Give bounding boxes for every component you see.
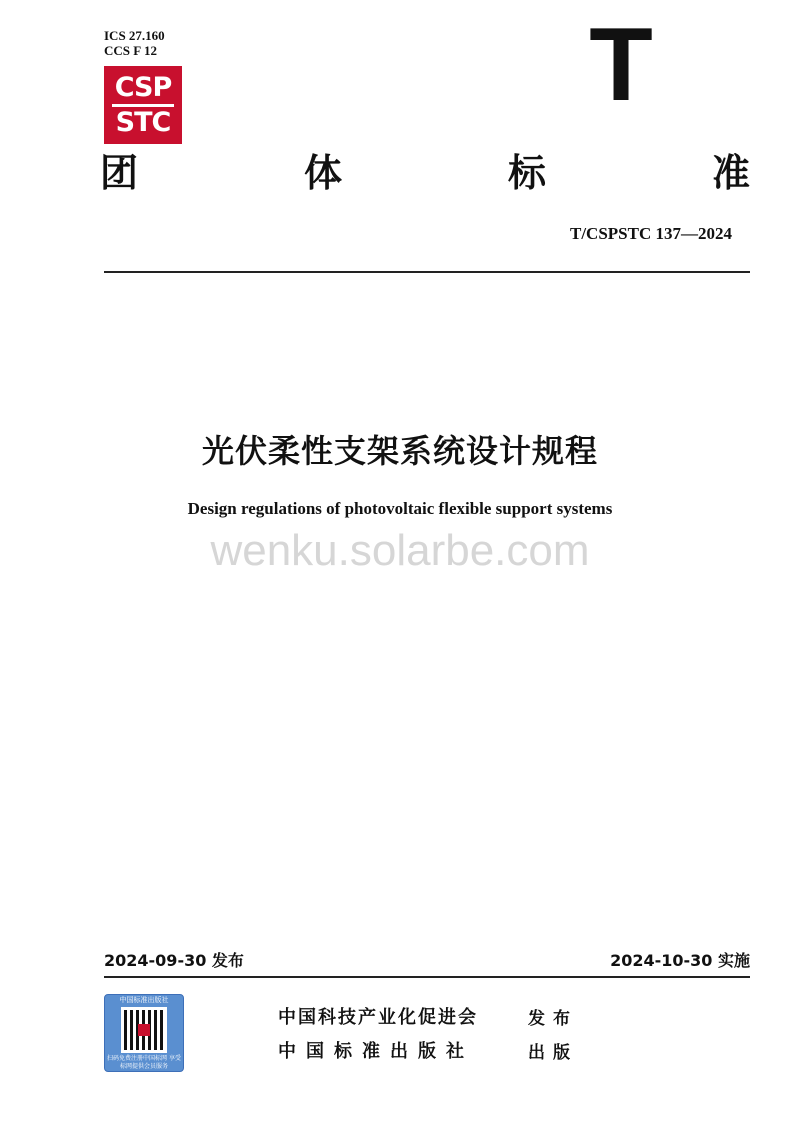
qr-code-badge[interactable] <box>104 994 184 1072</box>
logo-text-top: CSP <box>114 71 172 103</box>
standard-type-char: 体 <box>303 151 342 195</box>
logo-text-bottom: STC <box>115 106 171 138</box>
cspstc-logo <box>104 66 182 144</box>
title-english: Design regulations of photovoltaic flexible support systems <box>187 499 613 518</box>
press-action: 出版 <box>528 1043 578 1063</box>
standard-type-heading <box>100 142 750 197</box>
implementation-date: 2024-10-30 实施 <box>610 951 750 970</box>
ics-code: ICS 27.160 <box>104 28 165 43</box>
standard-type-char: 团 <box>100 151 139 195</box>
issuer-action: 发布 <box>528 1009 578 1029</box>
qr-code-icon <box>121 1007 167 1053</box>
ccs-code: CCS F 12 <box>104 43 157 58</box>
release-date: 2024-09-30 发布 <box>104 951 244 970</box>
qr-top-text: 中国标准出版社 <box>119 996 169 1004</box>
bottom-divider <box>104 976 750 978</box>
title-chinese: 光伏柔性支架系统设计规程 <box>201 432 598 470</box>
press-name: 中国标准出版社 <box>278 1041 474 1062</box>
dates-row <box>104 948 750 971</box>
standard-number: T/CSPSTC 137—2024 <box>570 224 732 243</box>
category-letter: T <box>589 7 653 123</box>
qr-bottom-text: 扫码免费注册中国标网 享受标网提供会员服务 <box>107 1055 181 1070</box>
standard-type-char: 标 <box>507 151 546 195</box>
watermark: wenku.solarbe.com <box>210 526 590 575</box>
classification-codes <box>104 28 165 58</box>
issuer-name: 中国科技产业化促进会 <box>278 1007 478 1028</box>
top-divider <box>104 271 750 273</box>
standard-type-char: 准 <box>711 151 750 195</box>
